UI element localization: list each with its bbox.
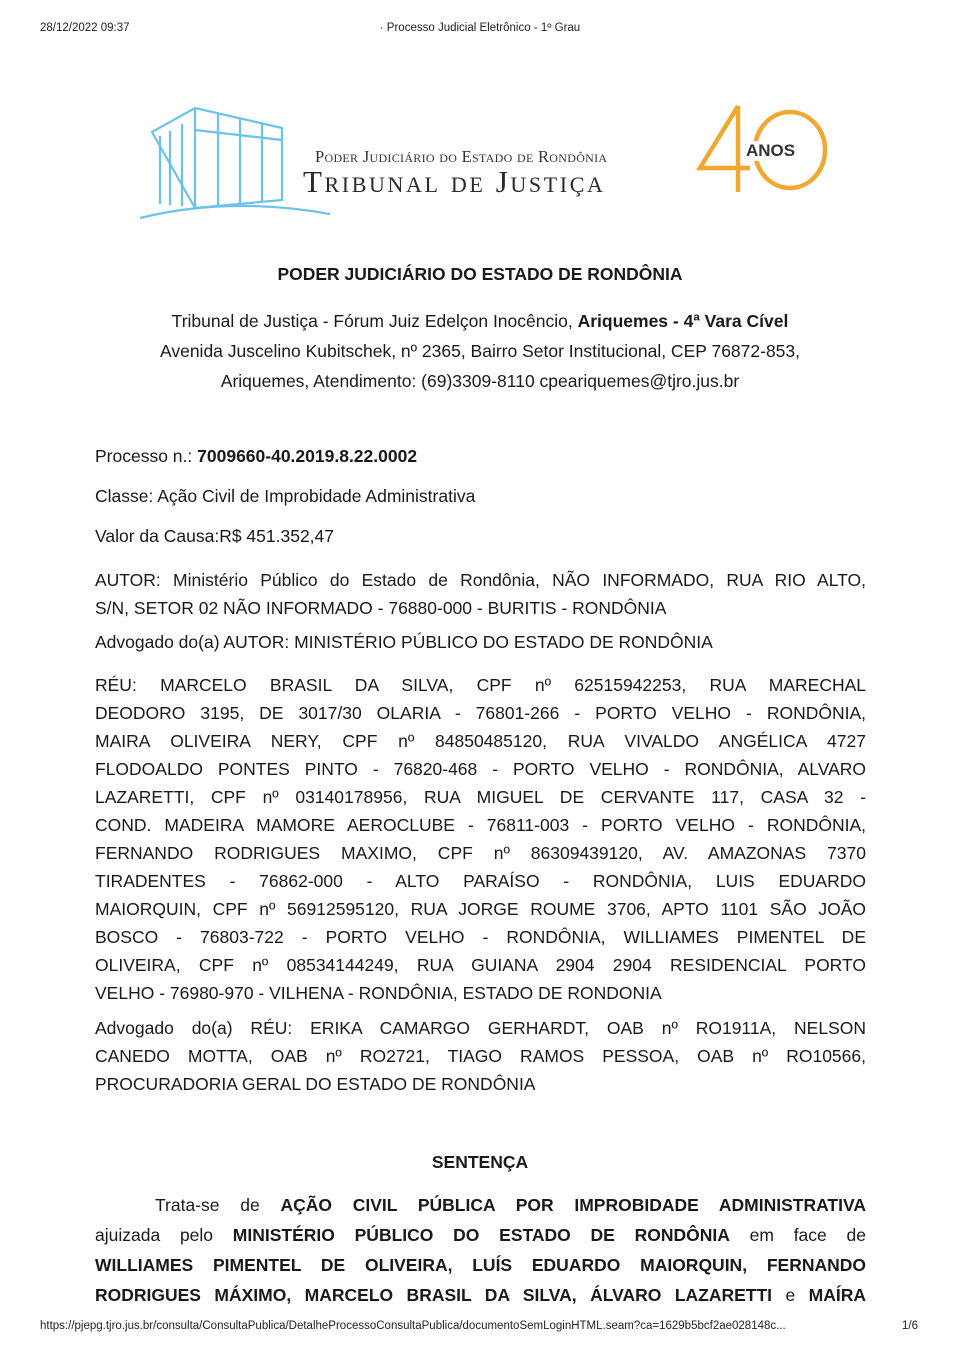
reu-line: TIRADENTES - 76862-000 - ALTO PARAÍSO - RONDÔNIA, LUIS EDUARDO <box>95 871 866 891</box>
reu-block <box>95 671 866 1007</box>
court-line-1 <box>0 306 960 336</box>
reu-line: BOSCO - 76803-722 - PORTO VELHO - RONDÔNIA, WILLIAMES PIMENTEL DE <box>95 927 866 947</box>
sentenca-bold: RODRIGUES MÁXIMO, MARCELO BRASIL DA SILVA, ÁLVARO LAZARETTI <box>95 1285 773 1305</box>
reu-line: MAIORQUIN, CPF nº 56912595120, RUA JORGE ROUME 3706, APTO 1101 SÃO JOÃO <box>95 899 866 919</box>
court-title: PODER JUDICIÁRIO DO ESTADO DE RONDÔNIA <box>277 264 683 284</box>
processo-number: 7009660-40.2019.8.22.0002 <box>197 446 418 466</box>
court-vara: Ariquemes - 4ª Vara Cível <box>577 311 789 331</box>
court-line-3: Ariquemes, Atendimento: (69)3309-8110 cpeariquemes@tjro.jus.br <box>220 371 740 391</box>
reu-line: DEODORO 3195, DE 3017/30 OLARIA - 76801-266 - PORTO VELHO - RONDÔNIA, <box>95 703 866 723</box>
processo-line <box>95 446 866 467</box>
print-header <box>0 22 960 40</box>
print-url: https://pjepg.tjro.jus.br/consulta/ConsultaPublica/DetalheProcessoConsultaPublica/documentoSemLoginHTML.seam?ca=1629b5bcf2ae028148c... <box>40 1320 786 1332</box>
autor-line: S/N, SETOR 02 NÃO INFORMADO - 76880-000 - BURITIS - RONDÔNIA <box>95 598 667 618</box>
court-line-2: Avenida Juscelino Kubitschek, nº 2365, Bairro Setor Institucional, CEP 76872-853, <box>159 341 801 361</box>
reu-line: LAZARETTI, CPF nº 03140178956, RUA MIGUEL DE CERVANTE 117, CASA 32 - <box>95 787 866 807</box>
sentenca-text: e <box>772 1285 809 1305</box>
sentenca-text: ajuizada pelo <box>95 1225 233 1245</box>
print-footer <box>0 1320 960 1338</box>
processo-label: Processo n.: <box>95 446 198 466</box>
reu-line: COND. MADEIRA MAMORE AEROCLUBE - 76811-003 - PORTO VELHO - RONDÔNIA, <box>95 815 866 835</box>
advogado-reu-line: CANEDO MOTTA, OAB nº RO2721, TIAGO RAMOS PESSOA, OAB nº RO10566, <box>95 1046 866 1066</box>
sentenca-bold: WILLIAMES PIMENTEL DE OLIVEIRA, LUÍS EDUARDO MAIORQUIN, FERNANDO <box>95 1255 866 1275</box>
sentenca-line <box>95 1280 866 1310</box>
sentenca-bold: MAÍRA <box>808 1285 866 1305</box>
sentenca-text: em face de <box>729 1225 866 1245</box>
page-number: 1/6 <box>902 1320 918 1332</box>
sentenca-line <box>95 1220 866 1250</box>
sentenca-line <box>95 1190 866 1220</box>
print-date: 28/12/2022 09:37 <box>40 22 130 34</box>
court-info <box>0 306 960 396</box>
logo-line-2: Tribunal de Justiça <box>303 164 606 199</box>
advogado-reu-block <box>95 1014 866 1098</box>
valor-line: Valor da Causa:R$ 451.352,47 <box>95 526 335 546</box>
reu-line: OLIVEIRA, CPF nº 08534144249, RUA GUIANA 2904 2904 RESIDENCIAL PORTO <box>95 955 866 975</box>
building-icon <box>140 108 330 218</box>
reu-line: FERNANDO RODRIGUES MAXIMO, CPF nº 86309439120, AV. AMAZONAS 7370 <box>95 843 866 863</box>
court-forum: Tribunal de Justiça - Fórum Juiz Edelçon Inocêncio, <box>171 311 578 331</box>
reu-line: VELHO - 76980-970 - VILHENA - RONDÔNIA, ESTADO DE RONDONIA <box>95 983 662 1003</box>
logo-line-1: Poder Judiciário do Estado de Rondônia <box>315 147 608 166</box>
sentenca-title: SENTENÇA <box>431 1152 529 1172</box>
autor-block <box>95 566 866 622</box>
advogado-reu-line: Advogado do(a) RÉU: ERIKA CAMARGO GERHARDT, OAB nº RO1911A, NELSON <box>95 1018 866 1038</box>
classe-line: Classe: Ação Civil de Improbidade Administrativa <box>95 486 476 506</box>
sentenca-body <box>95 1190 866 1310</box>
reu-line: MAIRA OLIVEIRA NERY, CPF nº 84850485120, RUA VIVALDO ANGÉLICA 4727 <box>95 731 866 751</box>
sentenca-line <box>95 1250 866 1280</box>
reu-line: RÉU: MARCELO BRASIL DA SILVA, CPF nº 62515942253, RUA MARECHAL <box>95 675 866 695</box>
advogado-reu-line: PROCURADORIA GERAL DO ESTADO DE RONDÔNIA <box>95 1074 536 1094</box>
sentenca-bold: AÇÃO CIVIL PÚBLICA POR IMPROBIDADE ADMINISTRATIVA <box>280 1195 866 1215</box>
sentenca-bold: MINISTÉRIO PÚBLICO DO ESTADO DE RONDÔNIA <box>232 1225 730 1245</box>
sentenca-text: Trata-se de <box>155 1195 281 1215</box>
logo-anos: ANOS <box>746 141 796 160</box>
print-title: · Processo Judicial Eletrônico - 1º Grau <box>379 22 581 34</box>
autor-line: AUTOR: Ministério Público do Estado de Rondônia, NÃO INFORMADO, RUA RIO ALTO, <box>95 570 866 590</box>
reu-line: FLODOALDO PONTES PINTO - 76820-468 - PORTO VELHO - RONDÔNIA, ALVARO <box>95 759 866 779</box>
advogado-autor: Advogado do(a) AUTOR: MINISTÉRIO PÚBLICO DO ESTADO DE RONDÔNIA <box>95 632 713 652</box>
